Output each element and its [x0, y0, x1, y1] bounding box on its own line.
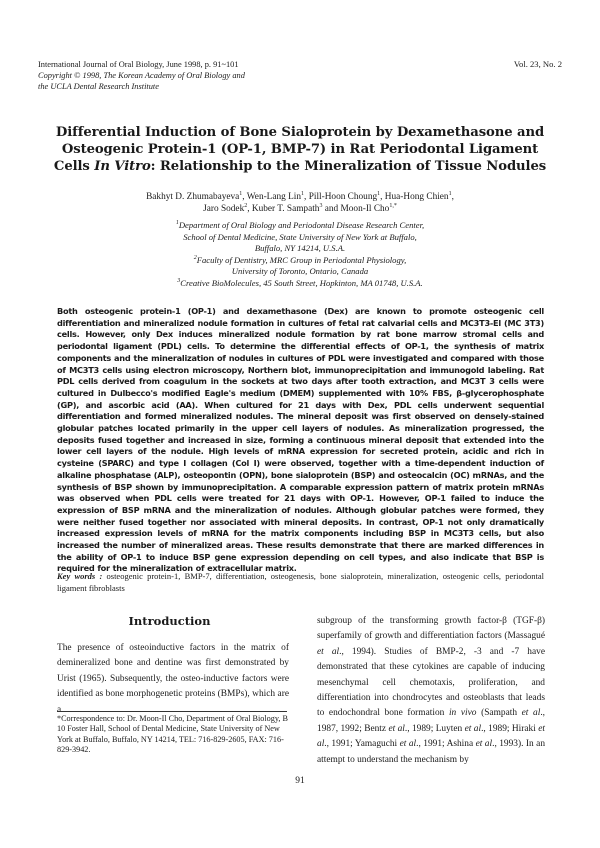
footnote-divider — [57, 711, 287, 712]
text-italic: et al — [317, 646, 340, 657]
affiliation-line — [90, 278, 510, 290]
author-separator: , — [242, 192, 247, 202]
affiliation-line — [90, 220, 510, 232]
title-part: Cells — [53, 159, 95, 174]
author-separator: , — [380, 192, 385, 202]
text-run: ., 1989; Hiraki — [481, 723, 539, 734]
author-affil-mark: 1 — [377, 190, 381, 197]
paper-title — [30, 124, 570, 175]
author-name: Bakhyt D. Zhumabayeva — [146, 192, 240, 202]
author-affil-mark: 3 — [319, 202, 323, 209]
journal-line-2: Copyright © 1998, The Korean Academy of Oral Biology and — [38, 71, 245, 80]
author-name: Hua-Hong Chien — [384, 192, 449, 202]
text-run: ., 1993). In an attempt to understand the mechanism by — [317, 739, 546, 765]
journal-line-1: International Journal of Oral Biology, June 1998, p. 91~101 — [38, 60, 239, 69]
keywords — [57, 571, 544, 594]
keywords-label: Key words : — [57, 571, 107, 581]
affil-text: Faculty of Dentistry, MRC Group in Periodontal Physiology, — [196, 254, 407, 265]
author-name: Pill-Hoon Choung — [308, 192, 378, 202]
affil-number: 3 — [177, 278, 181, 285]
affiliations — [90, 220, 510, 290]
author-affil-mark: 1 — [301, 190, 305, 197]
title-line-2: Osteogenic Protein-1 (OP-1, BMP-7) in Rat Periodontal Ligament — [61, 142, 539, 157]
affil-number: 1 — [175, 220, 179, 227]
author-name: Wen-Lang Lin — [246, 192, 302, 202]
author-name: Jaro Sodek — [203, 204, 245, 214]
author-list — [80, 191, 520, 215]
volume-number: Vol. 23, No. 2 — [513, 59, 562, 69]
title-part: : Relationship to the Mineralization of Tissue Nodules — [150, 159, 547, 174]
title-line-1: Differential Induction of Bone Sialoprotein by Dexamethasone and — [55, 125, 545, 140]
text-italic: et al — [464, 723, 482, 734]
affil-text: Creative BioMolecules, 45 South Street, Hopkinton, MA 01748, U.S.A. — [180, 277, 423, 288]
author-line-2 — [80, 203, 520, 215]
author-affil-mark: 1,* — [389, 202, 397, 209]
text-italic: et al — [475, 739, 493, 750]
intro-paragraph: The presence of osteoinductive factors in the matrix of demineralized bone and dentine was first demonstrated by Urist (1965). Subsequently, the osteo-inductive factors were identified as bone morphogenetic proteins (BMPs), which are a — [57, 643, 289, 715]
author-separator: , — [304, 192, 309, 202]
affil-text: Department of Oral Biology and Periodontal Disease Research Center, — [178, 220, 425, 230]
page-number: 91 — [295, 776, 305, 786]
affil-number: 2 — [193, 254, 197, 261]
text-italic: et al — [521, 708, 541, 719]
title-line-3 — [30, 158, 570, 175]
author-line-1 — [80, 191, 520, 203]
author-separator: , — [247, 204, 252, 214]
author-separator: , — [451, 192, 454, 202]
author-and: and — [322, 204, 341, 214]
author-name: Moon-Il Cho — [340, 204, 390, 214]
journal-citation — [38, 59, 368, 92]
section-heading-introduction: Introduction — [128, 614, 211, 628]
author-affil-mark: 1 — [448, 190, 452, 197]
author-affil-mark: 2 — [244, 202, 248, 209]
right-column-paragraph — [317, 614, 545, 768]
affiliation-line: Buffalo, NY 14214, U.S.A. — [254, 243, 346, 254]
keywords-text: osteogenic protein-1, BMP-7, differentiation, osteogenesis, bone sialoprotein, mineralization, osteogenic cells, periodontal ligament fibroblasts — [57, 571, 544, 593]
text-run: ., 1994). Studies of BMP-2, -3 and -7 have demonstrated that these cytokines are capable of inducing mesenchymal cell chemotaxis, proliferation, and differentiation into chondrocytes and osteoblasts that leads to endochondral bone formation — [317, 646, 545, 719]
text-run: subgroup of the transforming growth factor-β (TGF-β) superfamily of growth and differentiation factors (Massagué — [317, 616, 545, 642]
text-italic: in vivo — [448, 708, 477, 719]
correspondence-footnote: *Correspondence to: Dr. Moon-Il Cho, Department of Oral Biology, B 10 Foster Hall, School of Dental Medicine, State University of New York at Buffalo, Buffalo, NY 14214, TEL: 716-829-2605, FAX: 716-829-3942. — [57, 714, 288, 755]
affiliation-line: University of Toronto, Ontario, Canada — [231, 266, 369, 277]
affiliation-line: School of Dental Medicine, State University of New York at Buffalo, — [183, 231, 417, 242]
author-affil-mark: 1 — [239, 190, 243, 197]
text-run: ., 1991; Yamaguchi — [324, 739, 400, 750]
journal-line-3: the UCLA Dental Research Institute — [38, 82, 159, 91]
text-run: ., 1989; Luyten — [404, 723, 465, 734]
text-run: (Sampath — [476, 708, 522, 719]
text-italic: et al — [317, 723, 545, 750]
text-italic: et al — [399, 739, 417, 750]
title-italic-part: In Vitro — [94, 159, 151, 174]
text-run: ., 1987, 1992; Bentz — [317, 708, 545, 734]
author-name: Kuber T. Sampath — [251, 204, 320, 214]
text-italic: et al — [388, 723, 405, 734]
abstract: Both osteogenic protein-1 (OP-1) and dexamethasone (Dex) are known to promote osteogenic cell differentiation and mineralized nodule formation in cultures of fetal rat calvarial cells and MC3T3-El (MC 3T3) cells. However, only Dex induces mineralized nodule formation by rat bone marrow stromal cells and periodontal ligament (PDL) cells. To determine the differential effects of OP-1, the synthesis of matrix components and the mineralization of nodules in cultures of PDL were investigated and compared with those of MC3T3 cells using electron microscopy, Northern blot, immunoprecipitation and immunogold labeling. Rat PDL cells derived from coagulum in the sockets at two days after tooth extraction, and MC3T 3 cells were cultured in Dulbecco's modified Eagle's medium (DMEM) supplemented with 10% FBS, β-glycerophosphate (GP), and ascorbic acid (AA). When cultured for 21 days with Dex, PDL cells underwent sequential differentiation and formed mineralized nodules. The mineral deposit was first observed on densely-stained globular patches located primarily in the upper cell layers of nodules. As mineralization progressed, the deposits fused together and increased in size, forming a continuous mineral deposit that extended into the lower cell layers of the nodule. High levels of mRNA expression for secreted protein, acidic and rich in cysteine (SPARC) and type I collagen (Col I) were observed, together with a time-dependent induction of alkaline phosphatase (ALP), osteopontin (OPN), bone sialoprotein (BSP) and osteocalcin (OC) mRNAs, and the synthesis of BSP shown by immunoprecipitation. A comparable expression pattern of matrix protein mRNAs was observed when PDL cells were treated for 21 days with OP-1. However, OP-1 failed to induce the expression of BSP mRNA and the mineralization of nodules. Although globular patches were formed, they were neither fused together nor associated with mineral deposits. In contrast, OP-1 not only dramatically increased expression levels of mRNA for the matrix components including BSP in MC3T3 cells, but also increased the number of mineralized areas. These results demonstrate that there are marked differences in the ability of OP-1 to induce BSP gene expression depending on cell types, and also indicate that BSP is required for the mineralization of extracellular matrix. — [57, 306, 544, 574]
text-run: ., 1991; Ashina — [416, 739, 476, 750]
affiliation-line — [90, 255, 510, 267]
